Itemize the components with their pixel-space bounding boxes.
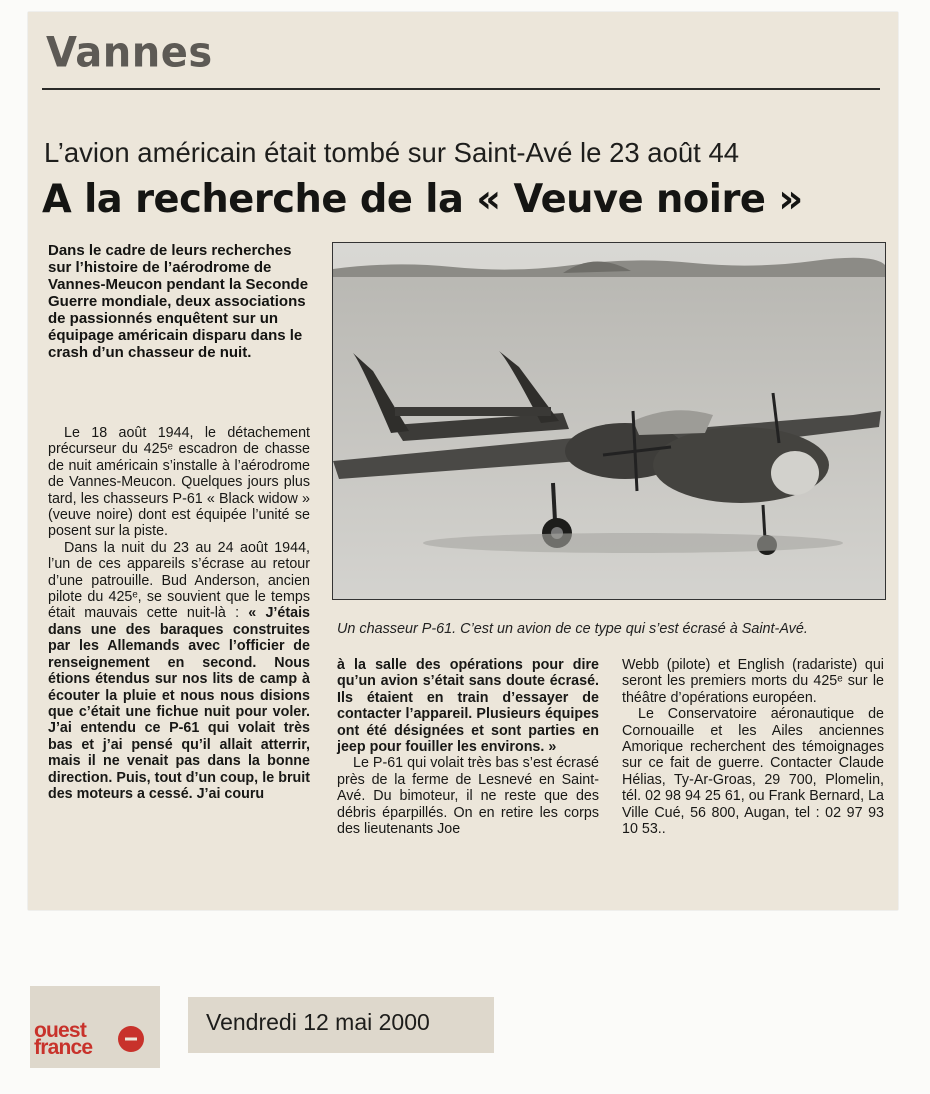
photo-caption: Un chasseur P-61. C’est un avion de ce type qui s’est écrasé à Saint-Avé. [337,621,808,637]
paragraph: Le 18 août 1944, le détachement précurseur du 425ᵉ escadron de chasse de nuit américain s’installe à l’aérodrome de Vannes-Meucon. Quelques jours plus tard, les chasseurs P-61 « Black widow » (veuve noire) dont est équipée l’unité se posent sur la piste. [48,425,310,540]
quote-paragraph [337,657,599,755]
logo-line-2: france [34,1036,93,1059]
section-rule [42,88,880,90]
article-lead: Dans le cadre de leurs recherches sur l’histoire de l’aérodrome de Vannes-Meucon pendant la Seconde Guerre mondiale, deux associations de passionnés enquêtent sur un équipage américain disparu dans le crash d’un chasseur de nuit. [48,242,309,361]
ouest-france-logo [34,1019,93,1059]
paragraph: Le Conservatoire aéronautique de Cornouaille et les Ailes anciennes Amorique recherchent des témoignages sur ce fait de guerre. Contacter Claude Hélias, Ty-Ar-Groas, 29 700, Plomelin, tél. 02 98 94 25 61, ou Frank Bernard, La Ville Cué, 56 800, Augan, tel : 02 97 93 10 53.. [622,706,884,838]
article-column-2 [337,657,599,837]
paragraph: Webb (pilote) et English (radariste) qui seront les premiers morts du 425ᵉ sur le théâtre d’opérations européen. [622,657,884,706]
paragraph: Le P-61 qui volait très bas s’est écrasé près de la ferme de Lesnevé en Saint-Avé. Du bimoteur, il ne reste que des débris éparpillés. On en retire les corps des lieutenants Joe [337,755,599,838]
article-column-3 [622,657,884,837]
logo-line-1: ouest [34,1019,87,1042]
section-title: Vannes [46,28,213,78]
quote-text: à la salle des opérations pour dire qu’un avion s’était sans doute écrasé. Ils étaient en train d’essayer de contacter l’appareil. Plusieurs équipes ont été désignées et sont parties en jeep pour fouiller les environs. » [337,657,599,756]
article-headline: A la recherche de la « Veuve noire » [42,177,803,222]
publication-date: Vendredi 12 mai 2000 [206,1009,430,1035]
ouest-france-logo-icon [117,1025,145,1053]
article-column-1 [48,425,310,802]
paragraph-text: Dans la nuit du 23 au 24 août 1944, l’un de ces appareils s’écrase au retour d’une patrouille. Bud Anderson, ancien pilote du 425ᵉ, se souvient que le temps était mauvais cette nuit-là : [48,539,310,622]
quote-text: « J’étais dans une des baraques construites par les Allemands avec l’officier de renseignement en second. Nous étions étendus sur nos lits de camp à écouter la pluie et nous nous disions que c’était une fichue nuit pour voler. J’ai entendu ce P-61 qui volait très bas et j’ai pensé qu’il allait atterrir, mais il ne venait pas dans la bonne direction. Puis, tout d’un coup, le bruit des moteurs a cessé. J’ai couru [48,605,310,802]
paragraph-with-quote [48,540,310,803]
p61-aircraft-illustration [333,243,885,599]
article-kicker: L’avion américain était tombé sur Saint-Avé le 23 août 44 [44,137,740,168]
aircraft-photo [332,242,886,600]
